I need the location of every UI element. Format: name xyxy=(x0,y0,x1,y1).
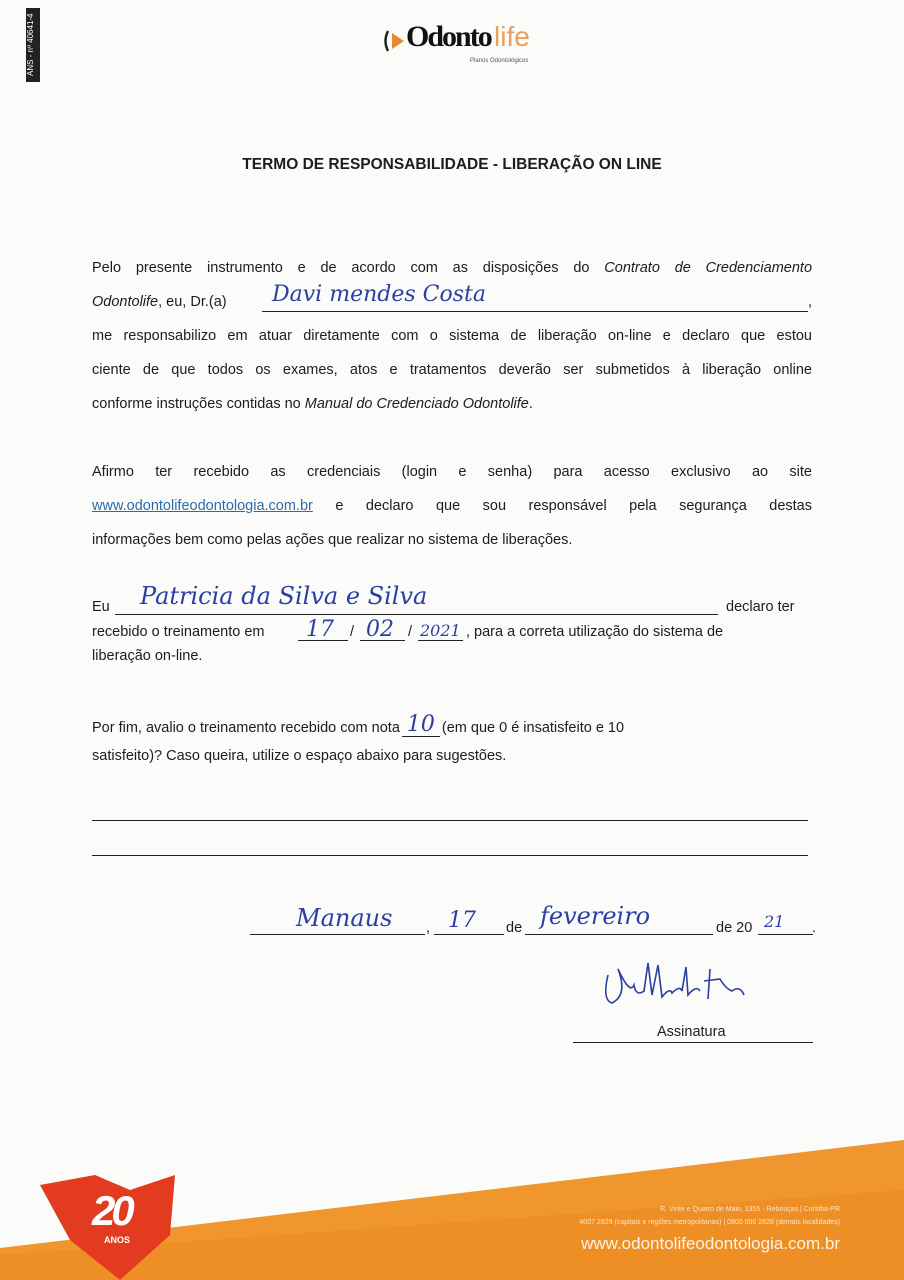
city-field[interactable] xyxy=(250,934,425,935)
year-field[interactable] xyxy=(418,640,463,641)
ans-stamp: ANS - nº 40641-4 xyxy=(26,8,40,82)
p2-line2: www.odontolifeodontologia.com.br e declaro que sou responsável pela segurança destas xyxy=(92,498,812,514)
p2-line3: informações bem como pelas ações que realizar no sistema de liberações. xyxy=(92,532,573,548)
p1-line4: ciente de que todos os exames, atos e tratamentos deverão ser submetidos à liberação online xyxy=(92,362,812,378)
de-20-label: de 20 xyxy=(716,920,753,936)
anniversary-word: ANOS xyxy=(104,1235,131,1245)
date-day-field[interactable] xyxy=(434,934,504,935)
date-day-handwritten: 17 xyxy=(448,908,476,933)
declaro-label: declaro ter xyxy=(726,599,795,615)
logo xyxy=(382,20,542,70)
document-title: TERMO DE RESPONSABILIDADE - LIBERAÇÃO ON LINE xyxy=(242,156,662,173)
logo-mark-icon xyxy=(382,28,406,54)
footer-phones: 4007 2829 (capitais e regiões metropolitanas) | 0800 000 2828 (demais localidades) xyxy=(579,1219,840,1226)
anniversary-number: 20 xyxy=(92,1187,131,1234)
score-handwritten: 10 xyxy=(406,712,435,737)
comma: , xyxy=(426,920,431,936)
score-field[interactable] xyxy=(402,714,440,737)
day-handwritten: 17 xyxy=(306,617,334,642)
month-handwritten: 02 xyxy=(366,617,394,642)
dot: . xyxy=(812,920,817,936)
website-link[interactable]: www.odontolifeodontologia.com.br xyxy=(92,498,313,514)
p4-line1: Por fim, avalio o treinamento recebido com nota 10 (em que 0 é insatisfeito e 10 xyxy=(92,712,625,737)
dentist-name-field[interactable] xyxy=(262,311,808,312)
dentist-name-handwritten: Davi mendes Costa xyxy=(272,282,486,307)
para-label: , para a correta utilização do sistema de xyxy=(466,624,724,640)
date-month-handwritten: fevereiro xyxy=(540,902,651,930)
suggestions-line-2[interactable] xyxy=(92,855,808,856)
p4-line2: satisfeito)? Caso queira, utilize o espaço abaixo para sugestões. xyxy=(92,748,507,764)
signature-image xyxy=(600,955,760,1015)
logo-tagline: Planos Odontológicos xyxy=(470,58,529,64)
sep: / xyxy=(350,624,355,640)
p2-line1: Afirmo ter recebido as credenciais (login e senha) para acesso exclusivo ao site xyxy=(92,464,812,480)
liberacao-label: liberação on-line. xyxy=(92,648,203,664)
date-year-handwritten: 21 xyxy=(764,912,785,931)
footer-address: R. Vinte e Quatro de Maio, 1355 - Rebouças | Curitiba-PR xyxy=(660,1206,840,1213)
city-handwritten: Manaus xyxy=(296,904,393,932)
p1-line1: Pelo presente instrumento e de acordo com as disposições do Contrato de Credenciamento xyxy=(92,260,813,276)
date-year-field[interactable] xyxy=(758,934,813,935)
de-label: de xyxy=(506,920,523,936)
p1-line5: conforme instruções contidas no Manual do Credenciado Odontolife. xyxy=(92,396,533,412)
suggestions-line-1[interactable] xyxy=(92,820,808,821)
p1-line2: Odontolife, eu, Dr.(a) xyxy=(92,294,227,310)
comma: , xyxy=(808,294,813,310)
eu-label: Eu xyxy=(92,599,110,615)
logo-brand-light: life xyxy=(494,21,530,52)
signature-label: Assinatura xyxy=(657,1024,726,1040)
sep: / xyxy=(408,624,413,640)
year-handwritten: 2021 xyxy=(420,621,461,640)
p1-line3: me responsabilizo em atuar diretamente com o sistema de liberação on-line e declaro que estou xyxy=(92,328,812,344)
date-month-field[interactable] xyxy=(525,934,713,935)
recebido-label: recebido o treinamento em xyxy=(92,624,265,640)
signature-line[interactable] xyxy=(573,1042,813,1043)
trainee-name-field[interactable] xyxy=(115,614,718,615)
footer-website: www.odontolifeodontologia.com.br xyxy=(581,1234,840,1253)
logo-brand-dark: Odonto xyxy=(406,20,491,53)
trainee-name-handwritten: Patricia da Silva e Silva xyxy=(140,582,428,610)
